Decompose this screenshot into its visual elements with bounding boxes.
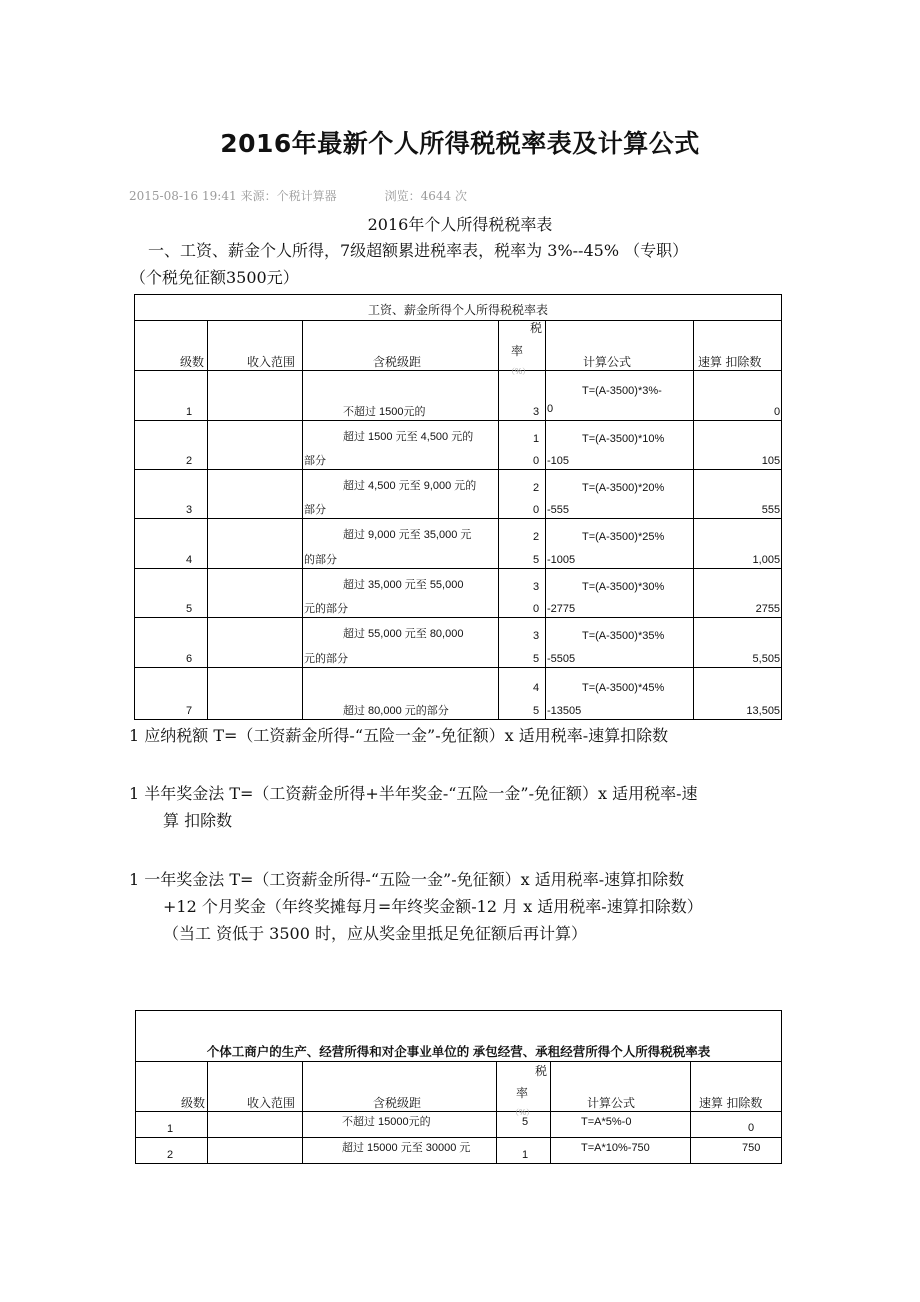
header-rate: 税 率 （%） <box>497 1062 551 1112</box>
section-subtitle: 2016年个人所得税税率表 <box>367 215 553 234</box>
row-formula: T=(A-3500)*35% <box>582 630 665 642</box>
row-level: 3 <box>186 504 193 516</box>
table-row <box>135 668 782 720</box>
row-formula: T=A*5%-0 <box>581 1116 632 1128</box>
row-bracket: 不超过 1500元的 <box>343 406 426 418</box>
row-formula-cont: -2775 <box>547 603 576 615</box>
row-level: 5 <box>186 603 193 615</box>
row-level: 2 <box>167 1149 174 1161</box>
row-formula: T=(A-3500)*45% <box>582 682 665 694</box>
table-header-row <box>136 1062 782 1112</box>
row-bracket-cont: 元的部分 <box>304 653 348 665</box>
row-formula: T=A*10%-750 <box>581 1142 650 1154</box>
formula-half-year-line1: 1 半年奖金法 T=（工资薪金所得+半年奖金-“五险一金”-免征额）x 适用税率-速 <box>129 784 698 803</box>
row-rate: 1 <box>533 433 540 445</box>
row-rate: 2 <box>533 482 540 494</box>
row-formula-cont: -1005 <box>547 554 576 566</box>
formula-half-year-line2: 算 扣除数 <box>163 811 233 830</box>
row-rate: 3 <box>533 630 540 642</box>
row-rate: 3 <box>533 581 540 593</box>
row-bracket-cont: 部分 <box>304 504 326 516</box>
table-row <box>136 1112 782 1138</box>
row-deduction: 0 <box>748 1122 755 1134</box>
header-deduction: 速算 扣除数 <box>691 1062 782 1112</box>
salary-tax-rate-table <box>134 294 782 720</box>
row-deduction: 5,505 <box>752 653 781 665</box>
formula-annual-line3: （当工 资低于 3500 时，应从奖金里抵足免征额后再计算） <box>163 924 587 943</box>
article-meta <box>129 187 471 204</box>
table-row <box>135 569 782 618</box>
row-formula: T=(A-3500)*10% <box>582 433 665 445</box>
view-count: 浏览：4644 次 <box>384 189 467 203</box>
header-level: 级数 <box>136 1062 208 1112</box>
table-row <box>136 1138 782 1164</box>
row-formula-cont: 0 <box>547 403 554 415</box>
table-row <box>135 618 782 668</box>
row-bracket-cont: 元的部分 <box>304 603 348 615</box>
row-rate-cont: 0 <box>533 603 540 615</box>
row-bracket: 超过 9,000 元至 35,000 元 <box>343 529 472 541</box>
row-bracket: 超过 15000 元至 30000 元 <box>342 1142 471 1154</box>
table-row <box>135 371 782 421</box>
row-formula: T=(A-3500)*20% <box>582 482 665 494</box>
row-level: 6 <box>186 653 193 665</box>
row-bracket: 超过 55,000 元至 80,000 <box>343 628 464 640</box>
row-deduction: 0 <box>773 406 781 418</box>
formula-annual-bonus <box>129 866 703 947</box>
row-deduction: 750 <box>742 1142 761 1154</box>
header-rate: 税 率 （%） <box>499 321 546 371</box>
row-formula: T=(A-3500)*3%- <box>582 385 662 397</box>
table-caption: 工资、薪金所得个人所得税税率表 <box>135 295 782 321</box>
formula-annual-line2: +12 个月奖金（年终奖摊每月=年终奖金额-12 月 x 适用税率-速算扣除数） <box>163 897 703 916</box>
row-level: 4 <box>186 554 193 566</box>
row-rate-cont: 0 <box>533 455 540 467</box>
row-level: 1 <box>167 1123 174 1135</box>
row-bracket: 超过 4,500 元至 9,000 元的 <box>343 480 477 492</box>
intro-line-1: 一、工资、薪金个人所得，7级超额累进税率表，税率为 3%--45% （专职） <box>148 241 689 260</box>
row-rate-cont: 5 <box>533 705 540 717</box>
row-deduction: 555 <box>761 504 781 516</box>
row-level: 2 <box>186 455 193 467</box>
formula-annual-line1: 1 一年奖金法 T=（工资薪金所得-“五险一金”-免征额）x 适用税率-速算扣除数 <box>129 870 685 889</box>
row-formula-cont: -5505 <box>547 653 576 665</box>
header-range: 收入范围 <box>208 1062 303 1112</box>
row-rate-cont: 0 <box>533 504 540 516</box>
header-formula: 计算公式 <box>546 321 694 371</box>
business-tax-rate-table <box>135 1010 782 1164</box>
header-range: 收入范围 <box>208 321 303 371</box>
header-deduction: 速算 扣除数 <box>694 321 782 371</box>
table-row <box>135 470 782 519</box>
formula-half-year-bonus <box>129 780 698 834</box>
formula-tax-amount: 1 应纳税额 T=（工资薪金所得-“五险一金”-免征额）x 适用税率-速算扣除数 <box>129 726 669 745</box>
row-level: 1 <box>186 406 193 418</box>
row-formula: T=(A-3500)*30% <box>582 581 665 593</box>
row-bracket: 不超过 15000元的 <box>342 1116 431 1128</box>
row-formula-cont: -555 <box>547 504 570 516</box>
publish-datetime: 2015-08-16 19:41 <box>129 189 237 203</box>
row-bracket-cont: 部分 <box>304 455 326 467</box>
table-header-row <box>135 321 782 371</box>
row-rate: 1 <box>522 1149 529 1161</box>
row-rate: 4 <box>533 682 540 694</box>
intro-line-2: （个税免征额3500元） <box>130 268 299 287</box>
row-bracket-cont: 的部分 <box>304 554 337 566</box>
row-rate: 3 <box>533 406 540 418</box>
row-rate-cont: 5 <box>533 554 540 566</box>
header-bracket: 含税级距 <box>303 1062 497 1112</box>
row-bracket: 超过 80,000 元的部分 <box>343 705 449 717</box>
row-deduction: 2755 <box>755 603 781 615</box>
row-formula: T=(A-3500)*25% <box>582 531 665 543</box>
header-bracket: 含税级距 <box>303 321 499 371</box>
row-bracket: 超过 35,000 元至 55,000 <box>343 579 464 591</box>
row-deduction: 13,505 <box>746 705 781 717</box>
row-formula-cont: -13505 <box>547 705 582 717</box>
row-level: 7 <box>186 705 193 717</box>
row-rate: 2 <box>533 531 540 543</box>
row-rate: 5 <box>522 1116 529 1128</box>
row-rate-cont: 5 <box>533 653 540 665</box>
row-formula-cont: -105 <box>547 455 570 467</box>
source-label: 来源：个税计算器 <box>240 189 337 203</box>
header-formula: 计算公式 <box>551 1062 691 1112</box>
table-row <box>135 421 782 470</box>
row-bracket: 超过 1500 元至 4,500 元的 <box>343 431 474 443</box>
header-level: 级数 <box>135 321 208 371</box>
table-caption: 个体工商户的生产、经营所得和对企事业单位的 承包经营、承租经营所得个人所得税税率表 <box>136 1011 782 1062</box>
table-row <box>135 519 782 569</box>
row-deduction: 105 <box>761 455 781 467</box>
row-deduction: 1,005 <box>752 554 781 566</box>
page-title: 2016年最新个人所得税税率表及计算公式 <box>220 129 700 158</box>
